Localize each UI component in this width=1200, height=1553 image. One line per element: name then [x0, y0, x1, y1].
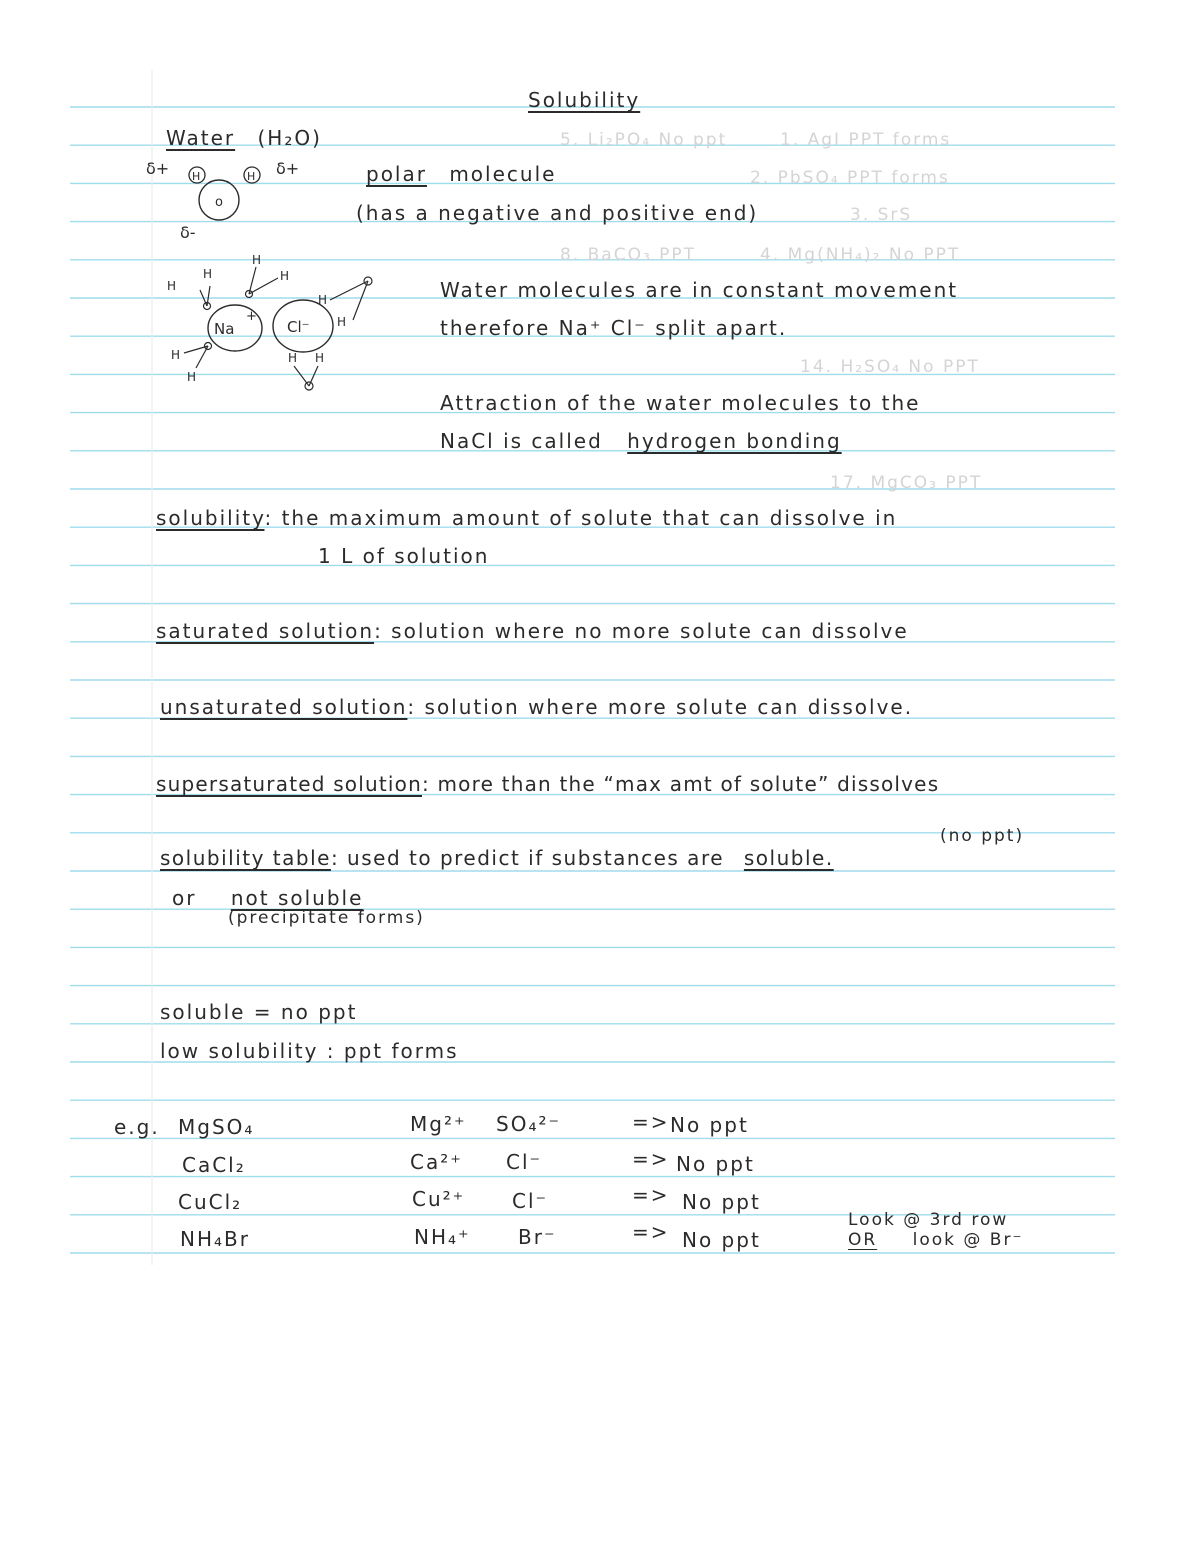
example-compound: NH₄Br [180, 1227, 250, 1251]
hydrogen-label: H [171, 348, 181, 362]
look-note-line-1: Look @ 3rd row [848, 1210, 1009, 1230]
attraction-line-1: Attraction of the water molecules to the [440, 391, 921, 415]
no-ppt-note: (no ppt) [940, 826, 1025, 846]
example-compound: MgSO₄ [178, 1115, 255, 1139]
delta-plus-left: δ+ [146, 159, 170, 178]
hydrogen-label: H [288, 351, 298, 365]
definition-text: : the maximum amount of solute that can dissolve in [264, 506, 898, 530]
hydrogen-label: H [167, 279, 177, 293]
definition-text: : solution where no more solute can dissolve [374, 619, 909, 643]
example-cation: Ca²⁺ [410, 1150, 463, 1174]
hydrogen-label: H [192, 170, 201, 183]
or-label: or [172, 886, 197, 910]
example-arrow: => [632, 1220, 670, 1244]
definition-term: saturated solution [156, 619, 375, 643]
definition-unsaturated [160, 695, 913, 719]
hydrogen-bonding-term: hydrogen bonding [627, 429, 842, 453]
polar-label: polar [366, 162, 427, 186]
definition-text: : more than the “max amt of solute” dissolves [422, 772, 940, 796]
example-anion: SO₄²⁻ [496, 1112, 562, 1136]
definition-text: : used to predict if substances are [330, 846, 725, 870]
summary-line-2: low solubility : ppt forms [160, 1039, 459, 1063]
molecule-label: molecule [449, 162, 557, 186]
example-cation: Mg²⁺ [410, 1112, 467, 1136]
definition-solubility-table [160, 846, 834, 870]
hydrogen-label: H [203, 267, 213, 281]
movement-line-1: Water molecules are in constant movement [440, 278, 959, 302]
definition-saturated [156, 619, 909, 643]
example-anion: Cl⁻ [506, 1150, 543, 1174]
delta-minus: δ- [180, 223, 196, 242]
definition-continuation: 1 L of solution [318, 544, 490, 568]
sodium-charge: + [246, 309, 257, 324]
polar-note: (has a negative and positive end) [356, 201, 759, 225]
bleed-through-text: 14. H₂SO₄ No PPT [800, 357, 980, 377]
water-heading [166, 126, 322, 150]
example-cation: Cu²⁺ [412, 1187, 466, 1211]
bleed-through-text: 17. MgCO₃ PPT [830, 473, 983, 493]
soluble-term: soluble. [743, 846, 834, 870]
hydrogen-label: H [252, 253, 262, 267]
example-anion: Cl⁻ [512, 1189, 549, 1213]
example-compound: CuCl₂ [178, 1190, 243, 1214]
bleed-through-text: 5. Li₂PO₄ No ppt [560, 130, 728, 150]
definition-term: unsaturated solution [160, 695, 408, 719]
definition-term: solubility [156, 506, 265, 530]
hydrogen-label: H [318, 293, 328, 307]
example-result: No ppt [676, 1152, 755, 1176]
example-anion: Br⁻ [518, 1225, 557, 1249]
bleed-through-text: 2. PbSO₄ PPT forms [750, 168, 950, 188]
example-arrow: => [632, 1147, 670, 1171]
hydrogen-label: H [187, 370, 197, 384]
movement-line-2: therefore Na⁺ Cl⁻ split apart. [440, 316, 788, 340]
delta-plus-right: δ+ [276, 159, 300, 178]
example-arrow: => [632, 1110, 670, 1134]
eg-label: e.g. [114, 1115, 160, 1139]
definition-solubility [156, 506, 897, 530]
example-arrow: => [632, 1183, 670, 1207]
definition-text: : solution where more solute can dissolve. [407, 695, 914, 719]
water-nacl-diagram [140, 150, 390, 400]
look-note-text: look @ Br⁻ [912, 1230, 1024, 1250]
not-soluble-term: not soluble [230, 886, 364, 910]
hydrogen-label: H [315, 351, 325, 365]
example-result: No ppt [670, 1113, 749, 1137]
water-formula: (H₂O) [257, 126, 322, 150]
example-result: No ppt [682, 1190, 761, 1214]
polar-molecule [366, 162, 556, 186]
oxygen-label: o [215, 195, 223, 210]
sodium-label: Na [214, 320, 235, 338]
chloride-label: Cl⁻ [287, 318, 310, 336]
definition-term: supersaturated solution [156, 772, 422, 796]
precipitate-note: (precipitate forms) [228, 908, 425, 928]
not-soluble-line [172, 886, 363, 910]
page-title: Solubility [528, 88, 641, 112]
bleed-through-text: 1. AgI PPT forms [780, 130, 952, 150]
definition-term: solubility table [160, 846, 331, 870]
example-result: No ppt [682, 1228, 761, 1252]
or-label: OR [848, 1230, 878, 1250]
bleed-through-text: 4. Mg(NH₄)₂ No PPT [760, 245, 961, 265]
attraction-line-2 [440, 429, 842, 453]
example-cation: NH₄⁺ [414, 1225, 471, 1249]
water-label: Water [166, 126, 236, 150]
attraction-prefix: NaCl is called [440, 429, 603, 453]
look-note-line-2 [848, 1230, 1023, 1250]
hydrogen-label: H [337, 315, 347, 329]
example-compound: CaCl₂ [182, 1153, 246, 1177]
bleed-through-text: 3. SrS [850, 205, 913, 225]
hydrogen-label: H [247, 170, 256, 183]
bleed-through-text: 8. BaCO₃ PPT [560, 245, 697, 265]
summary-line-1: soluble = no ppt [160, 1000, 358, 1024]
hydrogen-label: H [280, 269, 290, 283]
definition-supersaturated [156, 772, 939, 796]
